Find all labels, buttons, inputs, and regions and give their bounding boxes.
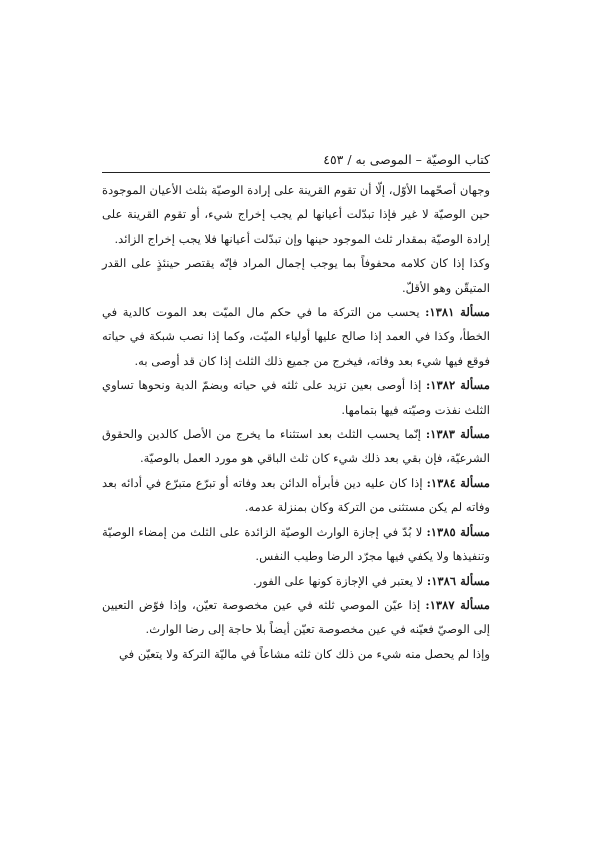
issue-label: مسألة ١٣٨٤: — [426, 475, 491, 490]
issue-label: مسألة ١٣٨٢: — [425, 378, 490, 393]
paragraph — [102, 642, 490, 666]
paragraph-text: إذا أوصى بعين تزيد على ثلثه في حياته وبضمّ الدية ونحوها تساوي الثلث نفذت وصيّته فيها بتمامها. — [102, 378, 490, 417]
paragraph-text: إذا عيّن الموصي ثلثه في عين مخصوصة تعيّن، وإذا فوّض التعيين إلى الوصيّ فعيّنه في عين مخصوصة تعيّن أيضاً بلا حاجة إلى رضا الوارث. — [102, 597, 490, 637]
running-header — [102, 150, 490, 173]
paragraph — [102, 251, 490, 300]
issue-label: مسألة ١٣٨٦: — [426, 573, 490, 588]
paragraph-text: وكذا إذا كان كلامه محفوفاً بما يوجب إجمال المراد فإنّه يقتصر حينئذٍ على القدر المتيقّن وهو الأقلّ. — [102, 256, 490, 295]
paragraph — [102, 422, 490, 471]
paragraph — [102, 593, 490, 642]
paragraph-text: إنّما يحسب الثلث بعد استثناء ما يخرج من الأصل كالدين والحقوق الشرعيّة، فإن بقي بعد ذلك شيء كان ثلث الباقي هو مورد العمل بالوصيّة. — [102, 427, 490, 466]
paragraph — [102, 178, 490, 251]
paragraph — [102, 373, 490, 422]
paragraph — [102, 569, 490, 593]
paragraph-text: لا يعتبر في الإجازة كونها على الفور. — [252, 573, 427, 588]
issue-label: مسألة ١٣٨١: — [425, 305, 491, 320]
issue-label: مسألة ١٣٨٧: — [425, 597, 491, 612]
paragraph-text: يحسب من التركة ما في حكم مال الميّت بعد الموت كالدية في الخطأ، وكذا في العمد إذا صالح عليها أولياء الميّت، وكما إذا نصب شبكة في حياته فوقع فيها شيء بعد وفاته، فيخرج من جميع ذلك الثلث إذا كان قد أوصى به. — [102, 305, 490, 368]
header-title: كتاب الوصيّة – الموصى به / ٤٥٣ — [323, 152, 490, 167]
paragraph-text: وإذا لم يحصل منه شيء من ذلك كان ثلثه مشاعاً في ماليّة التركة ولا يتعيّن في — [118, 646, 490, 661]
page-body — [102, 178, 490, 666]
paragraph-text: وجهان أصحّهما الأوّل، إلّا أن تقوم القرينة على إرادة الوصيّة بثلث الأعيان الموجودة حين الوصيّة لا غير فإذا تبدّلت أعيانها لم يجب إخراج شيء، أو تقوم القرينة على إرادة الوصيّة بمقدار ثلث الموجود حينها وإن تبدّلت أعيانها فلا يجب إخراج الزائد. — [102, 183, 490, 246]
issue-label: مسألة ١٣٨٥: — [426, 524, 490, 539]
paragraph — [102, 471, 490, 520]
paragraph — [102, 300, 490, 373]
paragraph-text: إذا كان عليه دين فأبرأه الدائن بعد وفاته أو تبرّع متبرّع في أدائه بعد وفاته لم يكن مستثنى من التركة وكان بمنزلة عدمه. — [102, 475, 490, 515]
issue-label: مسألة ١٣٨٣: — [425, 427, 490, 442]
paragraph-text: لا بُدّ في إجازة الوارث الوصيّة الزائدة على الثلث من إمضاء الوصيّة وتنفيذها ولا يكفي فيها مجرّد الرضا وطيب النفس. — [102, 524, 490, 564]
paragraph — [102, 520, 490, 569]
